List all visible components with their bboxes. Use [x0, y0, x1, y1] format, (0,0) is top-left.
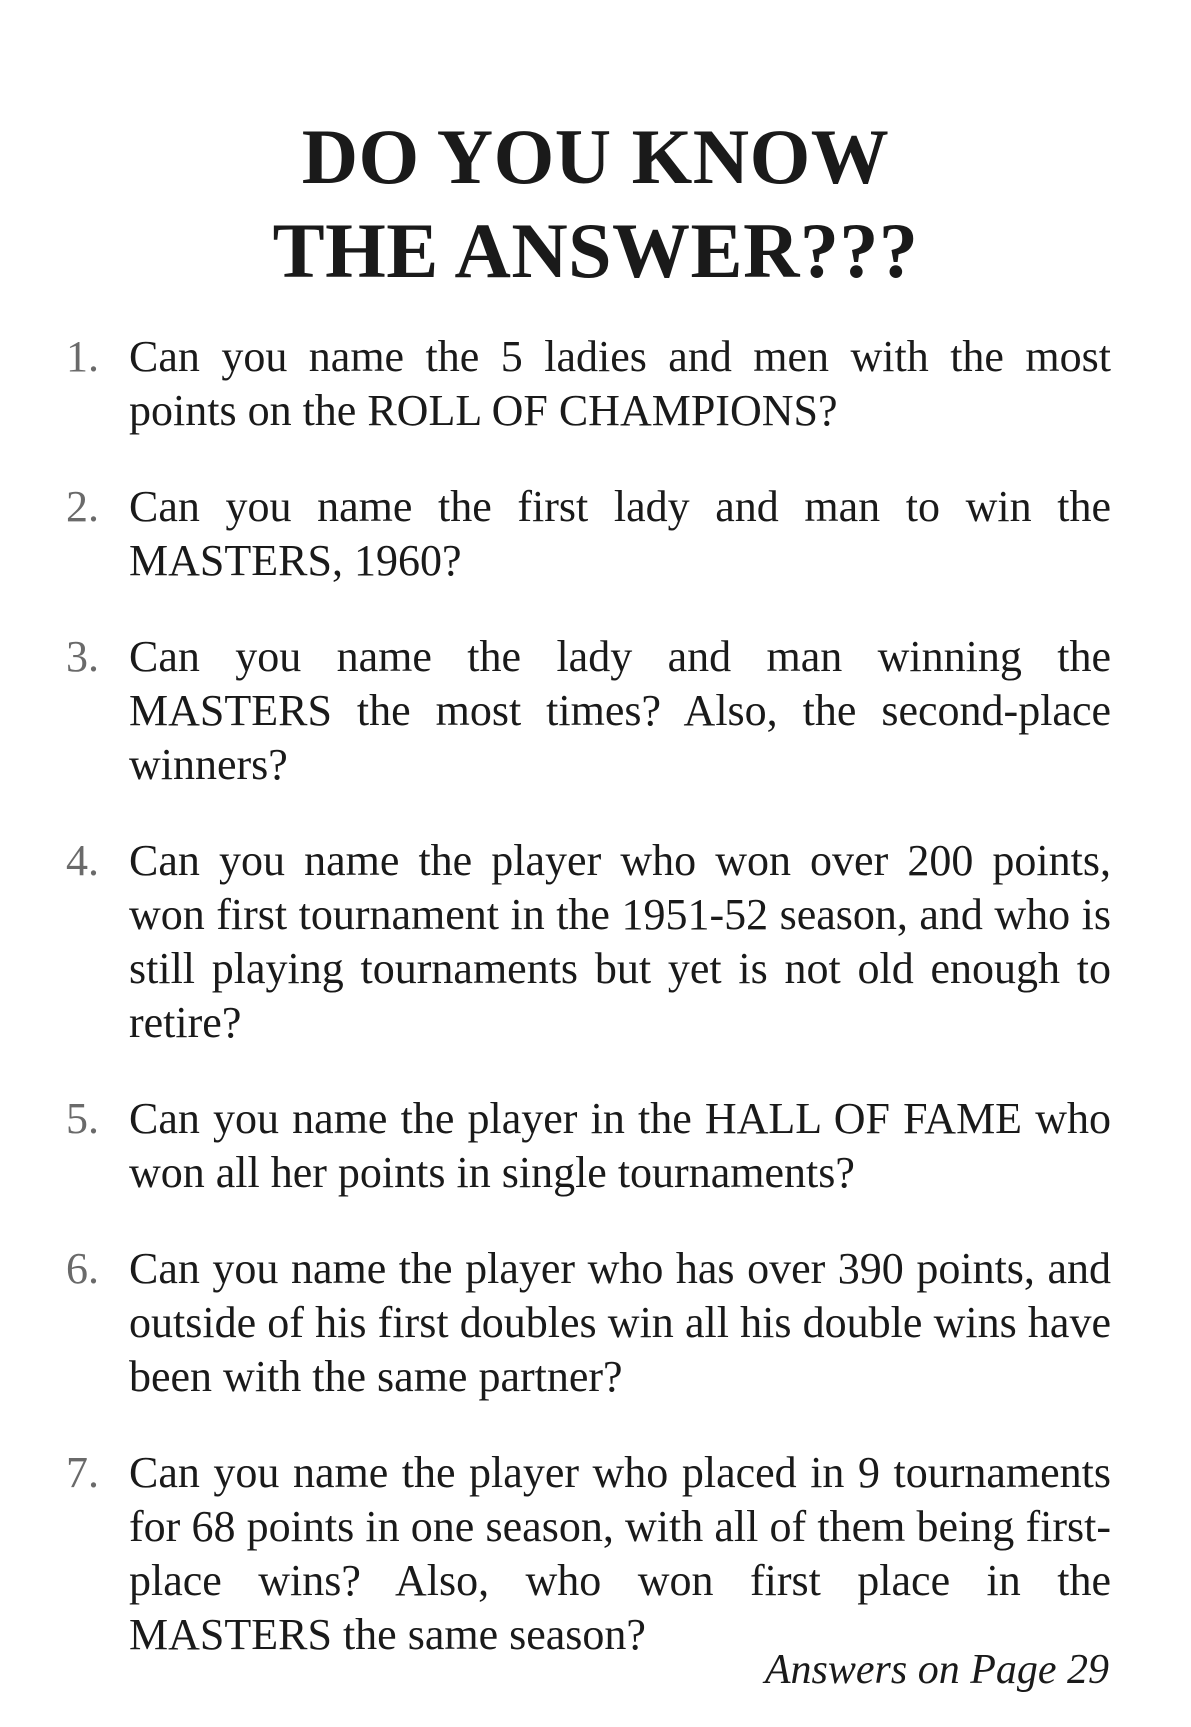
- question-number: 1.: [66, 332, 99, 381]
- question-item-1: [66, 330, 1111, 438]
- question-item-7: [66, 1446, 1111, 1662]
- question-text: Can you name the lady and man winning the MASTERS the most times? Also, the second-place winners?: [129, 632, 1111, 789]
- question-number: 7.: [66, 1448, 99, 1497]
- question-text: Can you name the first lady and man to win the MASTERS, 1960?: [129, 482, 1111, 585]
- page-title: [0, 110, 1191, 298]
- title-line-1: DO YOU KNOW: [301, 113, 890, 200]
- question-item-6: [66, 1242, 1111, 1404]
- question-number: 6.: [66, 1244, 99, 1293]
- question-text: Can you name the player who won over 200 points, won first tournament in the 1951-52 season, and who is still playing tournaments but yet is not old enough to retire?: [129, 836, 1111, 1047]
- question-text: Can you name the player who has over 390 points, and outside of his first doubles win all his double wins have been with the same partner?: [129, 1244, 1111, 1401]
- question-item-3: [66, 630, 1111, 792]
- question-number: 2.: [66, 482, 99, 531]
- question-number: 3.: [66, 632, 99, 681]
- answers-page-reference: Answers on Page 29: [764, 1647, 1109, 1693]
- title-line-2: THE ANSWER???: [272, 207, 919, 294]
- question-text: Can you name the 5 ladies and men with the most points on the ROLL OF CHAMPIONS?: [129, 332, 1111, 435]
- question-text: Can you name the player who placed in 9 tournaments for 68 points in one season, with all of them being first-place wins? Also, who won first place in the MASTERS the same season?: [129, 1448, 1111, 1659]
- question-list: [66, 330, 1111, 1704]
- question-number: 4.: [66, 836, 99, 885]
- question-text: Can you name the player in the HALL OF FAME who won all her points in single tournaments?: [129, 1094, 1111, 1197]
- question-number: 5.: [66, 1094, 99, 1143]
- question-item-2: [66, 480, 1111, 588]
- question-item-4: [66, 834, 1111, 1050]
- question-item-5: [66, 1092, 1111, 1200]
